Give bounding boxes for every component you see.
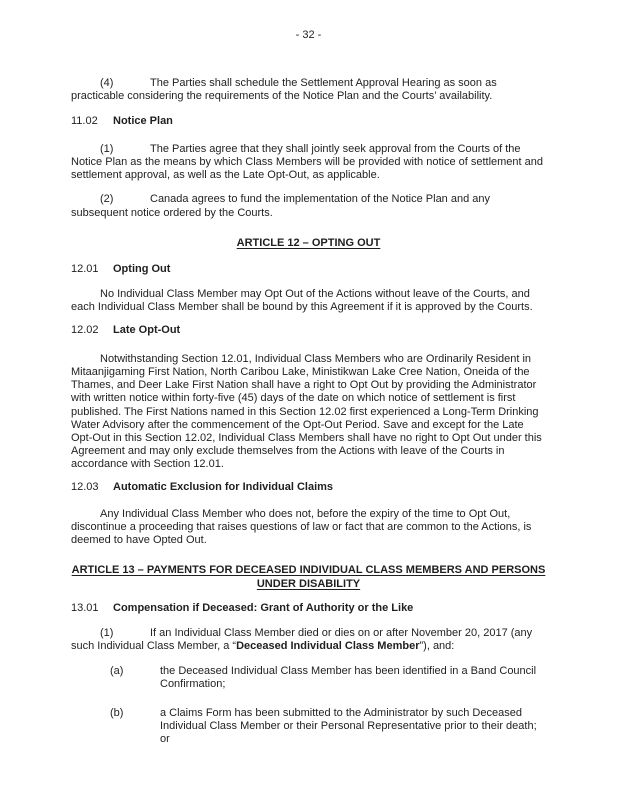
section-title-11-02: Notice Plan — [113, 114, 173, 127]
list-item-b-label: (b) — [110, 706, 124, 719]
paragraph-11-02-2 — [71, 193, 546, 219]
list-item-b — [110, 707, 546, 747]
section-number-12-02: 12.02 — [71, 323, 99, 336]
paragraph-11-02-1-text: The Parties agree that they shall jointly seek approval from the Courts of the Notice Plan as the means by which Class Members will be provided with notice of settlement and settlement approval, as well as the Late Opt-Out, as applicable. — [71, 142, 544, 182]
paragraph-13-01-1-number: (1) — [100, 627, 114, 640]
section-heading-12-01 — [71, 263, 546, 276]
list-item-a-text: the Deceased Individual Class Member has been identified in a Band Council Confirmation; — [160, 664, 537, 690]
paragraph-11-02-1-number: (1) — [100, 142, 114, 155]
paragraph-12-01: No Individual Class Member may Opt Out of the Actions without leave of the Courts, and each Individual Class Member shall be bound by this Agreement if it is approved by the Courts. — [71, 288, 533, 314]
section-title-12-02: Late Opt-Out — [113, 323, 181, 336]
section-title-13-01: Compensation if Deceased: Grant of Authority or the Like — [113, 601, 414, 614]
paragraph-4 — [71, 77, 546, 103]
defined-term-deceased-individual-class-member: Deceased Individual Class Member — [236, 640, 420, 653]
page-number: - 32 - — [295, 29, 322, 41]
section-number-12-01: 12.01 — [71, 263, 99, 276]
paragraph-12-02: Notwithstanding Section 12.01, Individual Class Members who are Ordinarily Resident in Mitaanjigaming First Nation, North Caribou Lake, Ministikwan Lake Cree Nation, Oneida of the Thames, and Deer Lake First Nation shall have a right to Opt Out by providing the Administrator with written notice within forty-five (45) days of the date on which notice of settlement is first published. The First Nations named in this Section 12.02 first experienced a Long-Term Drinking Water Advisory after the commencement of the Opt-Out Period. Save and except for the Late Opt-Out in this Section 12.02, Individual Class Members shall have no right to Opt Out under this Agreement and may only exclude themselves from the Actions with leave of the Courts in accordance with Section 12.01. — [71, 352, 542, 471]
paragraph-11-02-2-number: (2) — [100, 193, 114, 206]
list-item-a — [110, 665, 546, 691]
section-number-12-03: 12.03 — [71, 480, 99, 493]
paragraph-13-01-1-text-pre: If an Individual Class Member died or dies on or after November 20, 2017 (any such Individual Class Member, a “ — [71, 627, 533, 653]
list-item-a-label: (a) — [110, 664, 124, 677]
paragraph-12-03: Any Individual Class Member who does not, before the expiry of the time to Opt Out, discontinue a proceeding that raises questions of law or fact that are common to the Actions, is deemed to have Opted Out. — [71, 507, 532, 547]
section-heading-13-01 — [71, 602, 546, 615]
section-heading-11-02 — [71, 115, 546, 128]
section-number-11-02: 11.02 — [71, 114, 98, 127]
paragraph-11-02-1 — [71, 143, 546, 183]
paragraph-13-01-1 — [71, 627, 546, 653]
section-title-12-01: Opting Out — [113, 263, 171, 276]
list-item-b-text: a Claims Form has been submitted to the Administrator by such Deceased Individual Class Member or their Personal Representative prior to their death; or — [160, 706, 537, 746]
section-title-12-03: Automatic Exclusion for Individual Claims — [113, 480, 334, 493]
article-12-heading: ARTICLE 12 – OPTING OUT — [236, 236, 381, 249]
paragraph-4-text: The Parties shall schedule the Settlement Approval Hearing as soon as practicable considering the requirements of the Notice Plan and the Courts’ availability. — [71, 77, 497, 103]
section-heading-12-03 — [71, 481, 546, 494]
paragraph-4-number: (4) — [100, 77, 114, 90]
paragraph-11-02-2-text: Canada agrees to fund the implementation of the Notice Plan and any subsequent notice ordered by the Courts. — [71, 193, 491, 219]
article-13-heading: ARTICLE 13 – PAYMENTS FOR DECEASED INDIVIDUAL CLASS MEMBERS AND PERSONS UNDER DISABILITY — [71, 564, 546, 590]
paragraph-13-01-1-text-post: ”), and: — [419, 640, 455, 653]
section-number-13-01: 13.01 — [71, 601, 99, 614]
section-heading-12-02 — [71, 324, 546, 337]
